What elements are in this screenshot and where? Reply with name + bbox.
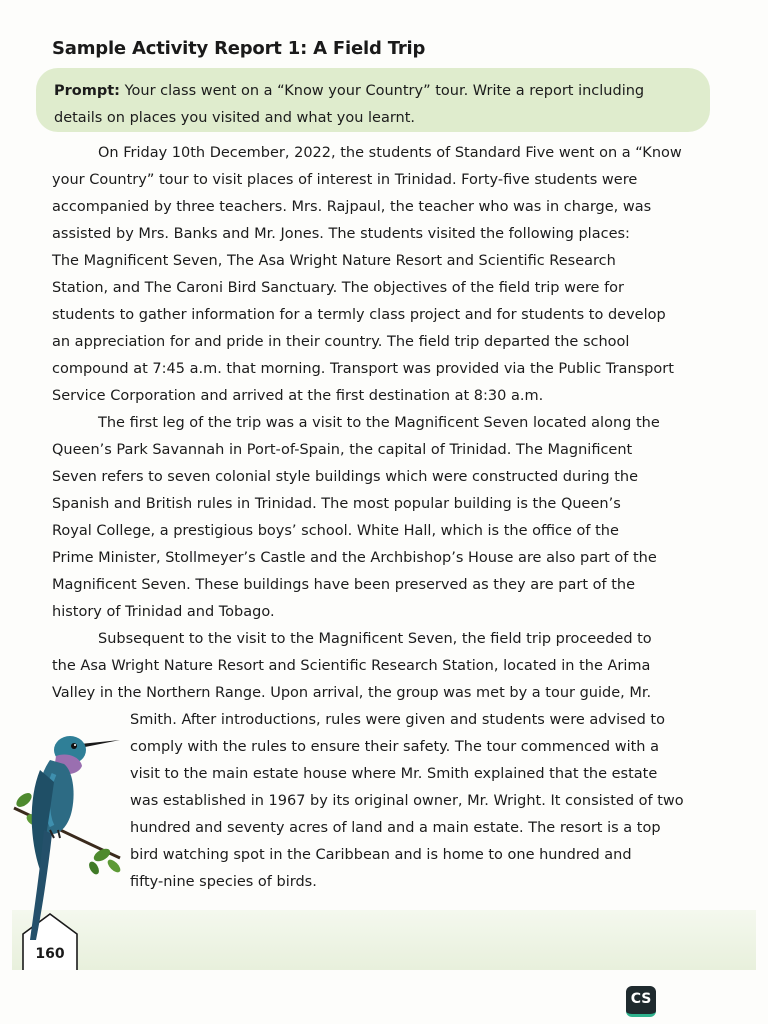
body-line: assisted by Mrs. Banks and Mr. Jones. The students visited the following places: xyxy=(52,226,630,242)
body-line: history of Trinidad and Tobago. xyxy=(52,604,275,620)
page-number: 160 xyxy=(35,946,65,962)
body-line: compound at 7:45 a.m. that morning. Transport was provided via the Public Transport xyxy=(52,361,674,377)
prompt-text xyxy=(54,78,694,132)
body-line: fifty-nine species of birds. xyxy=(130,874,317,890)
body-line: The first leg of the trip was a visit to the Magnificent Seven located along the xyxy=(98,415,660,431)
body-line: Prime Minister, Stollmeyer’s Castle and the Archbishop’s House are also part of the xyxy=(52,550,657,566)
body-line: Magnificent Seven. These buildings have been preserved as they are part of the xyxy=(52,577,636,593)
body-line: the Asa Wright Nature Resort and Scientific Research Station, located in the Arima xyxy=(52,658,651,674)
body-line: Royal College, a prestigious boys’ school. White Hall, which is the office of the xyxy=(52,523,619,539)
body-line: accompanied by three teachers. Mrs. Rajpaul, the teacher who was in charge, was xyxy=(52,199,652,215)
body-line: visit to the main estate house where Mr. Smith explained that the estate xyxy=(130,766,658,782)
body-line: bird watching spot in the Caribbean and is home to one hundred and xyxy=(130,847,632,863)
prompt-line: details on places you visited and what you learnt. xyxy=(54,110,416,126)
body-line: hundred and seventy acres of land and a main estate. The resort is a top xyxy=(130,820,661,836)
body-line: an appreciation for and pride in their country. The field trip departed the school xyxy=(52,334,630,350)
body-line: Station, and The Caroni Bird Sanctuary. The objectives of the field trip were for xyxy=(52,280,625,296)
body-line: Valley in the Northern Range. Upon arrival, the group was met by a tour guide, Mr. xyxy=(52,685,652,701)
hummingbird-illustration-icon xyxy=(10,730,135,945)
body-line: Seven refers to seven colonial style buildings which were constructed during the xyxy=(52,469,638,485)
body-line: Queen’s Park Savannah in Port-of-Spain, the capital of Trinidad. The Magnificent xyxy=(52,442,633,458)
camscanner-logo: CS xyxy=(626,986,656,1017)
body-line: The Magnificent Seven, The Asa Wright Nature Resort and Scientific Research xyxy=(52,253,616,269)
prompt-label: Prompt: xyxy=(54,83,120,99)
body-line: comply with the rules to ensure their safety. The tour commenced with a xyxy=(130,739,659,755)
prompt-line: Your class went on a “Know your Country” tour. Write a report including xyxy=(119,83,645,99)
body-line: was established in 1967 by its original owner, Mr. Wright. It consisted of two xyxy=(130,793,684,809)
report-title: Sample Activity Report 1: A Field Trip xyxy=(52,38,426,59)
body-line: Service Corporation and arrived at the first destination at 8:30 a.m. xyxy=(52,388,544,404)
body-line: Smith. After introductions, rules were given and students were advised to xyxy=(130,712,665,728)
body-line: Spanish and British rules in Trinidad. The most popular building is the Queen’s xyxy=(52,496,621,512)
body-line: On Friday 10th December, 2022, the students of Standard Five went on a “Know xyxy=(98,145,682,161)
body-line: your Country” tour to visit places of interest in Trinidad. Forty-five students were xyxy=(52,172,638,188)
body-line: students to gather information for a termly class project and for students to develop xyxy=(52,307,666,323)
body-line: Subsequent to the visit to the Magnificent Seven, the field trip proceeded to xyxy=(98,631,652,647)
report-body xyxy=(52,140,692,896)
